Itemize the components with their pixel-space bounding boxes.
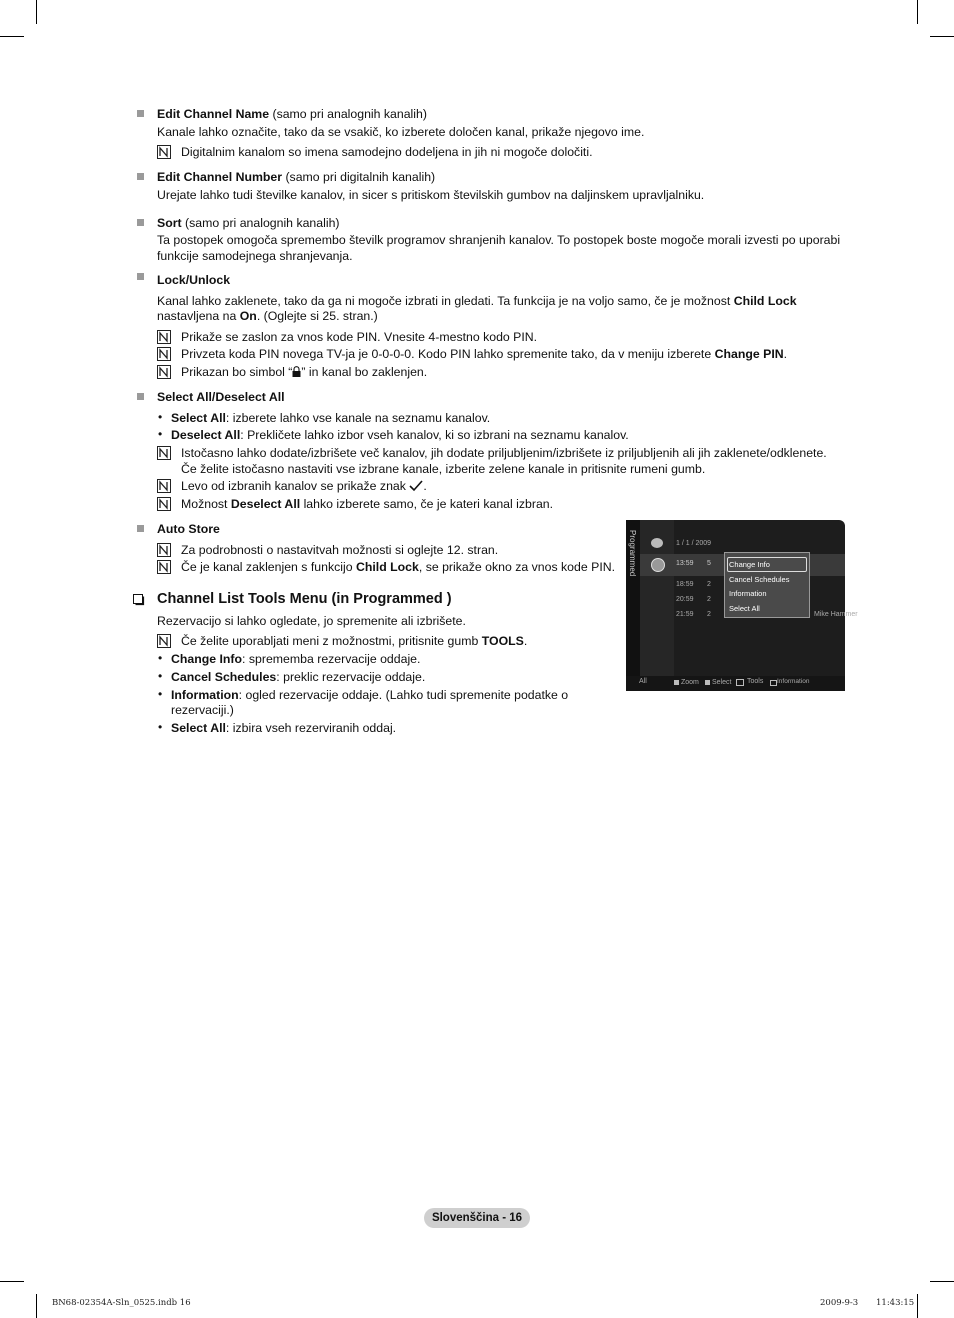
note-icon xyxy=(157,497,171,511)
bullet-square xyxy=(137,173,144,180)
note-text: Prikazan bo simbol “ ” in kanal bo zaklenjen. xyxy=(181,365,428,379)
note-text: Za podrobnosti o nastavitvah možnosti si oglejte 12. stran. xyxy=(181,543,499,557)
sort-heading: Sort (samo pri analognih kanalih) xyxy=(157,216,340,230)
crop-mark xyxy=(36,1294,37,1318)
bullet-dot: • xyxy=(158,720,163,734)
bullet-dot: • xyxy=(158,669,163,683)
note-icon xyxy=(157,145,171,159)
tv-row-program: Mike Hammer xyxy=(814,611,858,618)
popup-item: Select All xyxy=(729,604,760,613)
note-text: Istočasno lahko dodate/izbrišete več kanalov, jih dodate priljubljenim/izbrišete iz priljubljenih ali jih zaklenete/odklenete. xyxy=(181,446,827,460)
crop-mark xyxy=(930,1281,954,1282)
print-date: 2009-9-3 xyxy=(820,1298,859,1308)
popup-item: Information xyxy=(729,589,767,598)
bullet-text: Change Info: sprememba rezervacije oddaje. xyxy=(171,652,421,666)
print-time: 11:43:15 xyxy=(876,1298,915,1308)
select-all-heading: Select All/Deselect All xyxy=(157,390,285,404)
bullet-text-cont: rezervaciji.) xyxy=(171,703,234,717)
tv-row-channel: 2 xyxy=(707,596,711,603)
bullet-square xyxy=(137,525,144,532)
note-icon xyxy=(157,479,171,493)
note-icon xyxy=(157,330,171,344)
sort-body-cont: funkcije samodejnega shranjevanja. xyxy=(157,249,353,263)
crop-mark xyxy=(0,1281,24,1282)
tv-footer-information: Information xyxy=(777,678,810,685)
sort-body: Ta postopek omogoča spremembo številk programov shranjenih kanalov. To postopek boste mogoče morali izvesti po uporabi xyxy=(157,233,841,247)
tv-row-time: 20:59 xyxy=(676,596,694,603)
tv-row-channel: 2 xyxy=(707,581,711,588)
bullet-square xyxy=(137,219,144,226)
tv-footer-tools: Tools xyxy=(747,678,764,685)
auto-store-heading: Auto Store xyxy=(157,522,220,536)
popup-item: Change Info xyxy=(729,560,770,569)
bullet-dot: • xyxy=(158,651,163,665)
clock-icon xyxy=(651,558,665,572)
checkmark-icon xyxy=(409,480,423,492)
bullet-dot: • xyxy=(158,410,163,424)
note-text: Privzeta koda PIN novega TV-ja je 0-0-0-0. Kodo PIN lahko spremenite tako, da v meniju izberete Change PIN. xyxy=(181,347,788,361)
tools-button-icon xyxy=(736,679,744,686)
tv-row-channel: 2 xyxy=(707,611,711,618)
edit-number-heading: Edit Channel Number (samo pri digitalnih kanalih) xyxy=(157,170,436,184)
crop-mark xyxy=(36,0,37,24)
tv-date: 1 / 1 / 2009 xyxy=(676,540,712,547)
heart-icon xyxy=(651,538,663,548)
bullet-text: Deselect All: Prekličete lahko izbor vseh kanalov, ki so izbrani na seznamu kanalov. xyxy=(171,428,629,442)
zoom-button-icon xyxy=(674,680,679,685)
bullet-text: Select All: izbira vseh rezerviranih oddaj. xyxy=(171,721,397,735)
bullet-square xyxy=(137,273,144,280)
crop-mark xyxy=(0,36,24,37)
tv-footer-zoom: Zoom xyxy=(681,679,699,686)
page-number: Slovenščina - 16 xyxy=(424,1208,530,1228)
note-icon xyxy=(157,634,171,648)
crop-mark xyxy=(930,36,954,37)
note-text: Če želite uporabljati meni z možnostmi, pritisnite gumb TOOLS. xyxy=(181,634,528,648)
tv-row-time: 13:59 xyxy=(676,560,694,567)
note-icon xyxy=(157,446,171,460)
tv-footer-all: All xyxy=(639,678,647,685)
note-icon xyxy=(157,560,171,574)
tv-row-time: 21:59 xyxy=(676,611,694,618)
edit-name-heading: Edit Channel Name (samo pri analognih kanalih) xyxy=(157,107,427,121)
info-button-icon xyxy=(770,680,777,686)
bullet-dot: • xyxy=(158,427,163,441)
tv-screenshot xyxy=(626,520,858,691)
popup-item: Cancel Schedules xyxy=(729,575,790,584)
tools-intro: Rezervacijo si lahko ogledate, jo spremenite ali izbrišete. xyxy=(157,614,466,628)
tools-heading: Channel List Tools Menu (in Programmed ) xyxy=(157,591,452,607)
tv-row-channel: 5 xyxy=(707,560,711,567)
edit-name-body: Kanale lahko označite, tako da se vsakič, ko izberete določen kanal, prikaže njegovo ime. xyxy=(157,125,645,139)
bullet-dot: • xyxy=(158,687,163,701)
tv-sidebar-label: Programmed xyxy=(628,530,637,577)
note-icon xyxy=(157,365,171,379)
lock-body-cont: nastavljena na On. (Oglejte si 25. stran.) xyxy=(157,309,378,323)
checkbox-icon xyxy=(133,594,145,606)
bullet-text: Select All: izberete lahko vse kanale na seznamu kanalov. xyxy=(171,411,491,425)
note-text-cont: Če želite istočasno nastaviti vse izbrane kanale, izberite zelene kanale in pritisnite rumeni gumb. xyxy=(181,462,706,476)
lock-heading: Lock/Unlock xyxy=(157,273,231,287)
bullet-text: Cancel Schedules: preklic rezervacije oddaje. xyxy=(171,670,426,684)
bullet-square xyxy=(137,110,144,117)
note-text: Če je kanal zaklenjen s funkcijo Child Lock, se prikaže okno za vnos kode PIN. xyxy=(181,560,616,574)
tv-row-time: 18:59 xyxy=(676,581,694,588)
edit-number-body: Urejate lahko tudi številke kanalov, in sicer s pritiskom številskih gumbov na daljinskem upravljalniku. xyxy=(157,188,705,202)
crop-mark xyxy=(917,0,918,24)
note-icon xyxy=(157,543,171,557)
bullet-square xyxy=(137,393,144,400)
note-text: Levo od izbranih kanalov se prikaže znak . xyxy=(181,479,427,493)
note-text: Prikaže se zaslon za vnos kode PIN. Vnesite 4-mestno kodo PIN. xyxy=(181,330,538,344)
note-icon xyxy=(157,347,171,361)
lock-body: Kanal lahko zaklenete, tako da ga ni mogoče izbrati in gledati. Ta funkcija je na voljo samo, če je možnost Child Lock xyxy=(157,294,797,308)
file-info: BN68-02354A-Sln_0525.indb 16 xyxy=(52,1298,191,1308)
bullet-text: Information: ogled rezervacije oddaje. (Lahko tudi spremenite podatke o xyxy=(171,688,569,702)
note-text: Digitalnim kanalom so imena samodejno dodeljena in jih ni mogoče določiti. xyxy=(181,145,593,159)
tv-footer-select: Select xyxy=(712,679,732,686)
note-text: Možnost Deselect All lahko izberete samo, če je kateri kanal izbran. xyxy=(181,497,554,511)
crop-mark xyxy=(917,1294,918,1318)
select-button-icon xyxy=(705,680,710,685)
